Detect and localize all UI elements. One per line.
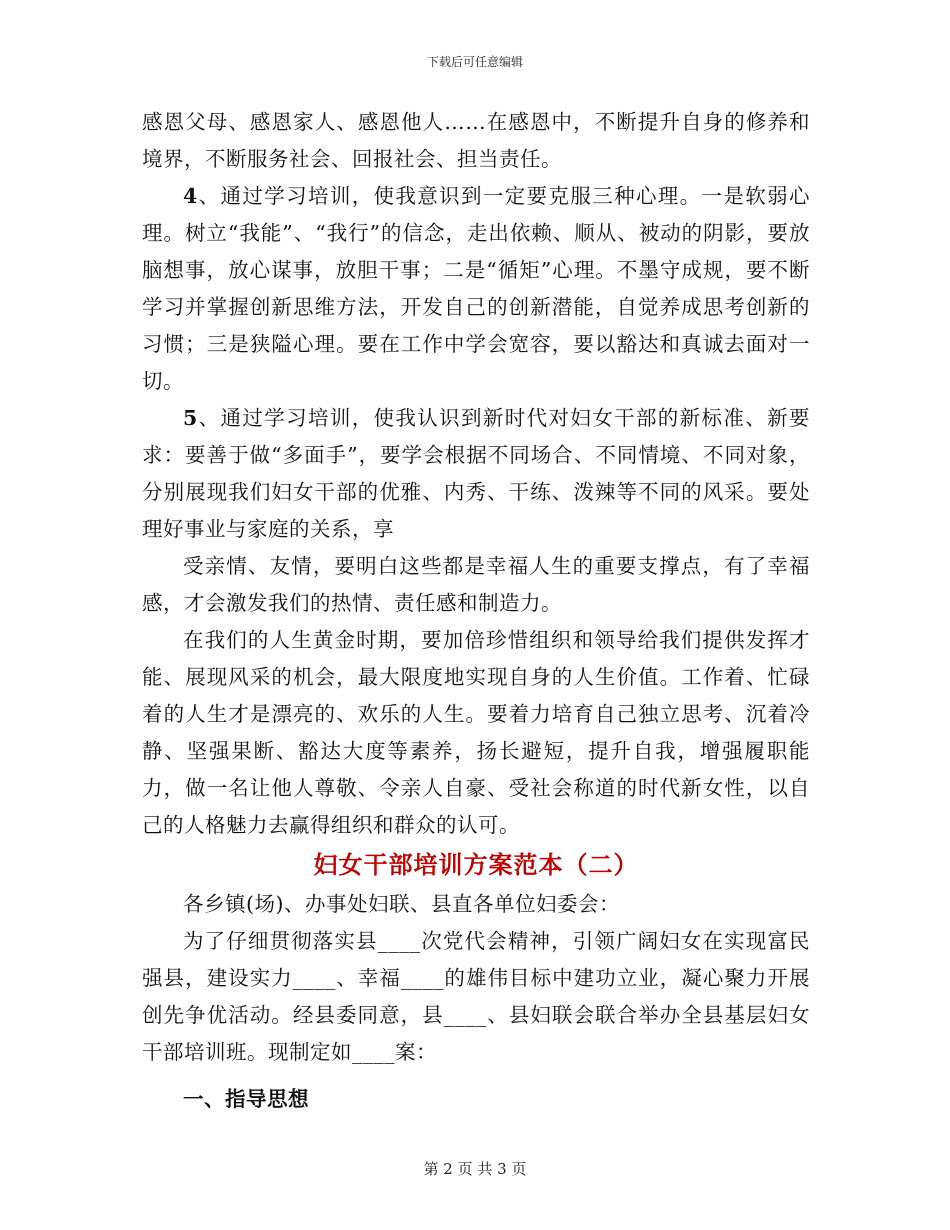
heading-guiding-thought: 一、指导思想 [183,1087,309,1111]
point-number: 5 [183,406,198,430]
section-title: 妇女干部培训方案范本（二） [313,850,639,879]
paragraph-point-4 [142,178,810,400]
paragraph-point-5 [142,400,810,548]
document-body [142,104,810,1139]
page-header: 下载后可任意编辑 [426,55,523,69]
paragraph-text: 、通过学习培训，使我意识到一定要克服三种心理。一是软弱心理。树立“我能”、“我行”的信念，走出依赖、顺从、被动的阴影，要放脑想事，放心谋事，放胆干事；二是“循矩”心理。不墨守成规，要不断学习并掌握创新思维方法，开发自己的创新潜能，自觉养成思考创新的习惯；三是狭隘心理。要在工作中学会宽容，要以豁达和真诚去面对一切。 [142,184,810,393]
paragraph-notice: 为了仔细贯彻落实县____次党代会精神，引领广阔妇女在实现富民强县，建设实力____、幸福____的雄伟目标中建功立业，凝心聚力开展创先争优活动。经县委同意，县____、县妇联会联合举办全县基层妇女干部培训班。现制定如____案： [142,929,810,1064]
salutation: 各乡镇(场)、办事处妇联、县直各单位妇委会： [183,892,620,916]
page-footer: 第 2 页 共 3 页 [423,1160,527,1178]
paragraph-golden-period: 在我们的人生黄金时期，要加倍珍惜组织和领导给我们提供发挥才能、展现风采的机会，最大限度地实现自身的人生价值。工作着、忙碌着的人生才是漂亮的、欢乐的人生。要着力培育自己独立思考、沉着冷静、坚强果断、豁达大度等素养，扬长避短，提升自我，增强履职能力，做一名让他人尊敬、令亲人自豪、受社会称道的时代新女性，以自己的人格魅力去赢得组织和群众的认可。 [142,628,810,837]
point-number: 4 [183,184,198,208]
paragraph-family: 受亲情、友情，要明白这些都是幸福人生的重要支撑点，有了幸福感，才会激发我们的热情、责任感和制造力。 [142,554,810,615]
paragraph-text: 、通过学习培训，使我认识到新时代对妇女干部的新标准、新要求：要善于做“多面手”，要学会根据不同场合、不同情境、不同对象，分别展现我们妇女干部的优雅、内秀、干练、泼辣等不同的风采。要处理好事业与家庭的关系，享 [142,406,810,541]
paragraph-gratitude: 感恩父母、感恩家人、感恩他人……在感恩中，不断提升自身的修养和境界，不断服务社会、回报社会、担当责任。 [142,110,810,171]
